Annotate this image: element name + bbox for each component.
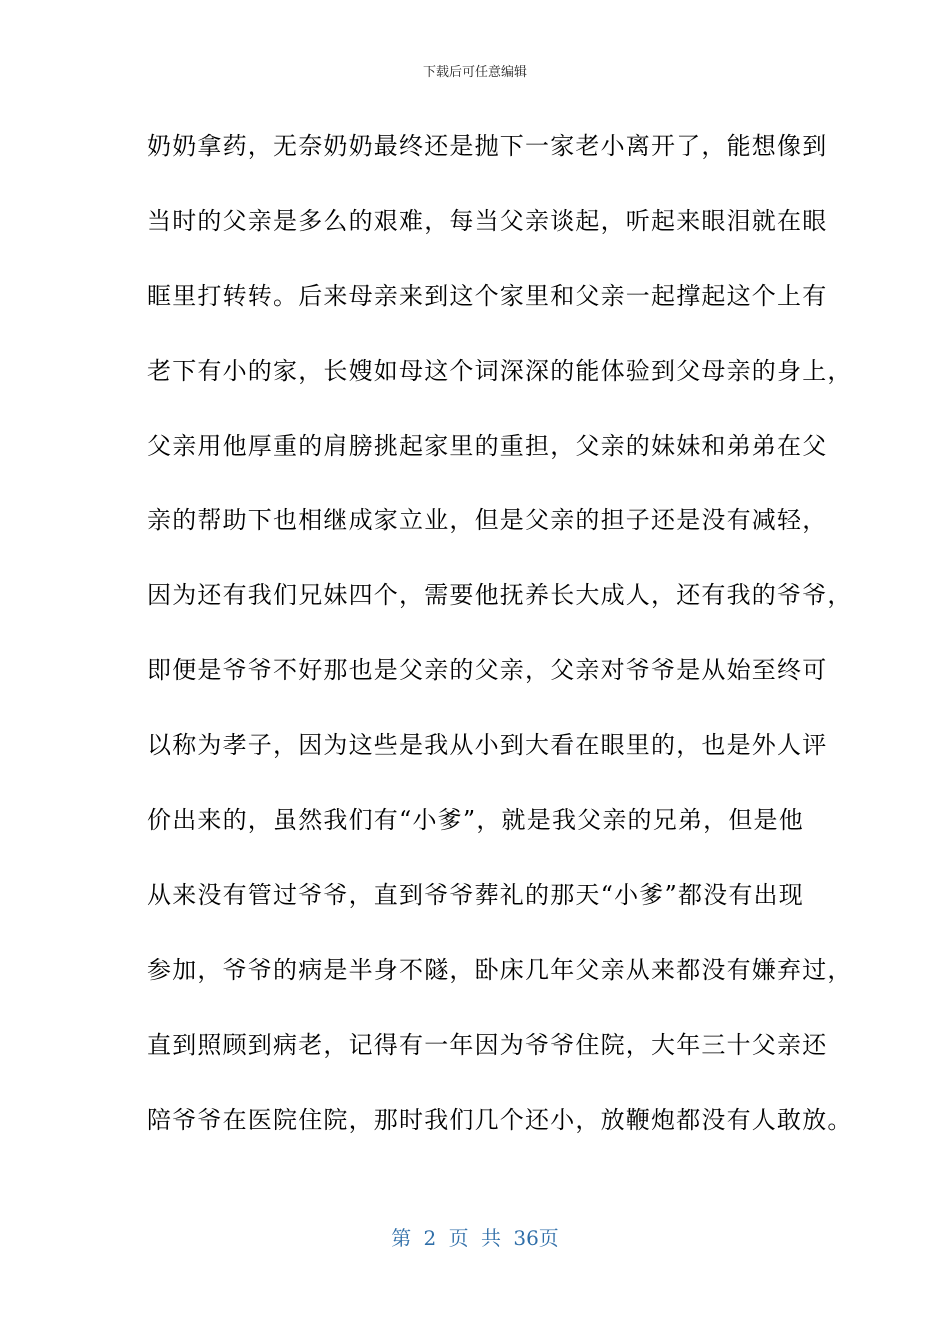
body-line: 眶里打转转。后来母亲来到这个家里和父亲一起撑起这个上有 [147,281,828,310]
document-body [147,126,853,1174]
body-line: 陪爷爷在医院住院，那时我们几个还小，放鞭炮都没有人敢放。 [147,1105,853,1134]
body-line: 当时的父亲是多么的艰难，每当父亲谈起，听起来眼泪就在眼 [147,206,828,235]
body-line: 价出来的，虽然我们有“小爹”，就是我父亲的兄弟，但是他 [147,806,804,835]
body-line: 即便是爷爷不好那也是父亲的父亲，父亲对爷爷是从始至终可 [147,656,828,685]
body-line: 因为还有我们兄妹四个，需要他抚养长大成人，还有我的爷爷， [147,581,853,610]
body-line: 以称为孝子，因为这些是我从小到大看在眼里的，也是外人评 [147,731,828,760]
body-line: 直到照顾到病老，记得有一年因为爷爷住院，大年三十父亲还 [147,1030,828,1059]
body-line: 从来没有管过爷爷，直到爷爷葬礼的那天“小爹”都没有出现 [147,880,804,909]
page-header: 下载后可任意编辑 [422,65,527,80]
body-line: 奶奶拿药，无奈奶奶最终还是抛下一家老小离开了，能想像到 [147,132,828,160]
body-line: 亲的帮助下也相继成家立业，但是父亲的担子还是没有减轻， [147,506,828,535]
page-number-footer: 第 2 页 共 36页 [391,1226,559,1250]
body-line: 父亲用他厚重的肩膀挑起家里的重担，父亲的妹妹和弟弟在父 [147,431,828,460]
body-line: 老下有小的家，长嫂如母这个词深深的能体验到父母亲的身上， [147,356,853,385]
body-line: 参加，爷爷的病是半身不隧，卧床几年父亲从来都没有嫌弃过， [147,955,853,984]
